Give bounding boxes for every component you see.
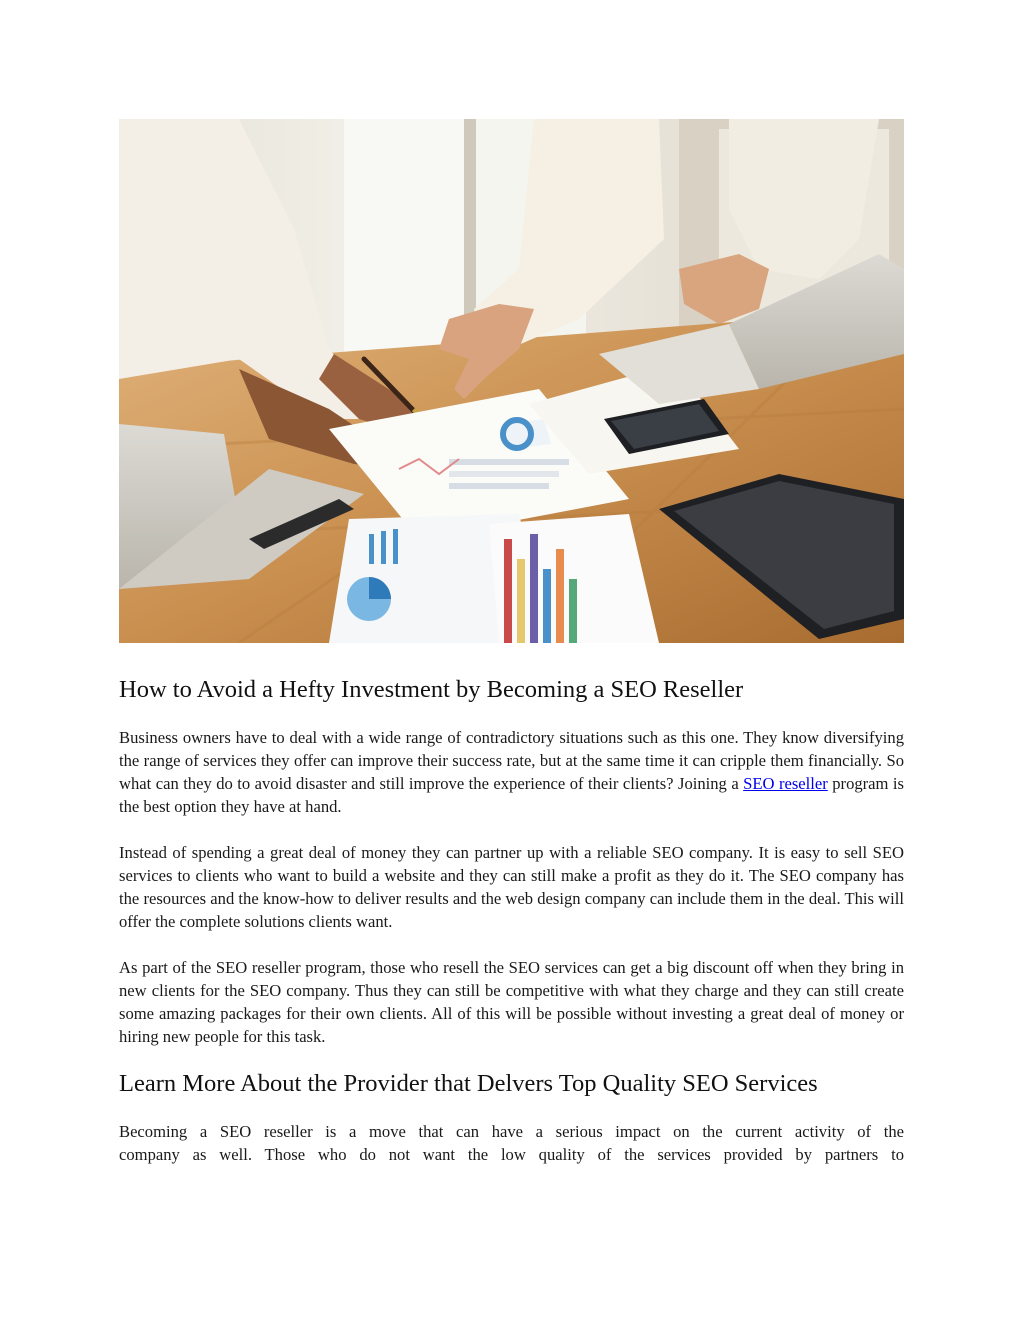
hero-image-team-meeting <box>119 119 904 643</box>
paragraph-becoming-reseller: Becoming a SEO reseller is a move that can have a serious impact on the current activity of the company as well. Those who do not want the low quality of the services provided by partners to <box>119 1122 904 1164</box>
document-page <box>119 119 904 1166</box>
section-heading-provider: Learn More About the Provider that Delvers Top Quality SEO Services <box>119 1070 818 1097</box>
section-heading-seo-reseller: How to Avoid a Hefty Investment by Becoming a SEO Reseller <box>119 676 744 703</box>
paragraph-intro: Business owners have to deal with a wide range of contradictory situations such as this one. They know diversifying the range of services they offer can improve their success rate, but at the same time it can cripple them financially. So what can they do to avoid disaster and still improve the experience of their clients? Joining a SEO reseller program is the best option they have at hand. <box>119 728 904 816</box>
paragraph-partner: Instead of spending a great deal of money they can partner up with a reliable SEO company. It is easy to sell SEO services to clients who want to build a website and they can still make a profit as they do it. The SEO company has the resources and the know-how to deliver results and the web design company can include them in the deal. This will offer the complete solutions clients want. <box>119 843 904 931</box>
seo-reseller-link[interactable]: SEO reseller <box>743 774 828 793</box>
paragraph-discount: As part of the SEO reseller program, those who resell the SEO services can get a big discount off when they bring in new clients for the SEO company. Thus they can still be competitive with what they charge and they can still create some amazing packages for their own clients. All of this will be possible without investing a great deal of money or hiring new people for this task. <box>119 958 904 1046</box>
